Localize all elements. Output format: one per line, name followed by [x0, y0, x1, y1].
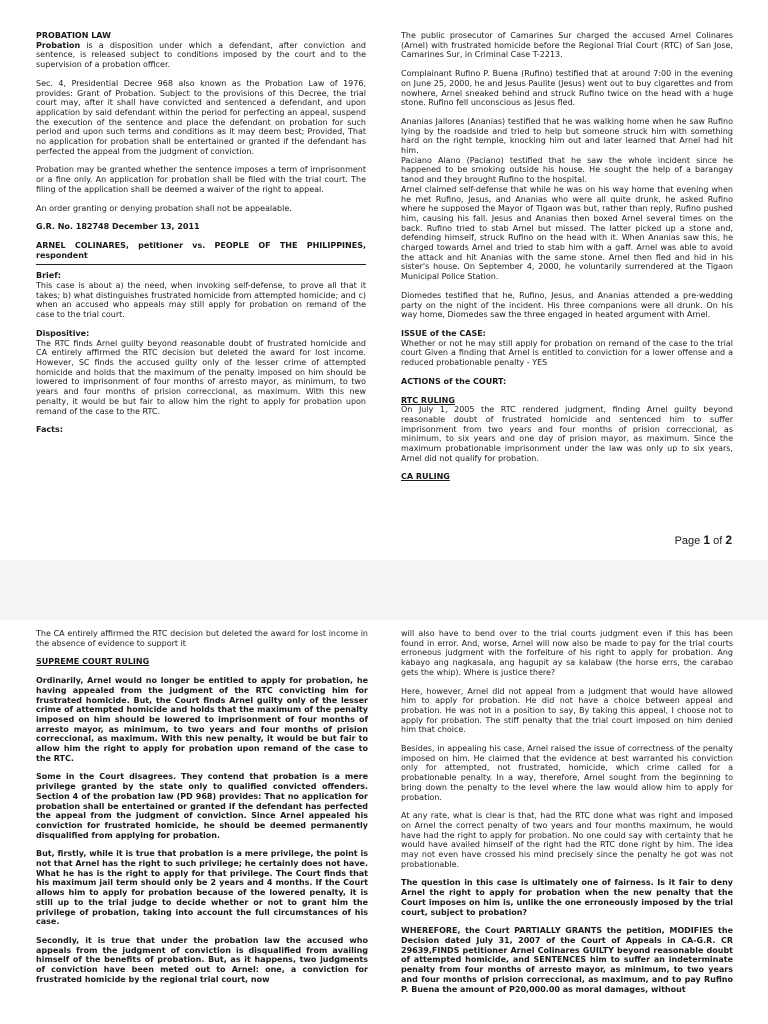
- sc-paragraph-4: Secondly, it is true that under the probation law the accused who appeals from the judgment of conviction is disqualified from availing himself of the benefits of probation. But, as it happens, two judgments of conviction have been meted out to Arnel: one, a conviction for frustrated homicide by the regional trial court, now: [36, 935, 368, 984]
- gr-number: G.R. No. 182748 December 13, 2011: [36, 222, 200, 232]
- supreme-court-ruling-label: SUPREME COURT RULING: [36, 657, 150, 667]
- brief-text: This case is about a) the need, when invoking self-defense, to prove all that it takes; b) what distinguishes frustrated homicide from attempted homicide; and c) when an accused who appeals may still apply for probation on remand of the case to the trial court.: [36, 281, 366, 320]
- right-paragraph-4: At any rate, what is clear is that, had the RTC done what was right and imposed on Arnel the correct penalty of two years and four months maximum, he would have had the right to apply for probation. No one could say with certainty that he would have availed himself of the right had the RTC done right by him. The idea may not even have crossed his mind precisely since the penalty he got was not probationable.: [401, 811, 733, 869]
- right-paragraph-2: Here, however, Arnel did not appeal from a judgment that would have allowed him to apply for probation. He did not have a choice between appeal and probation. He was not in a position to say, By taking this appeal, I choose not to apply for probation. The stiff penalty that the trial court imposed on him denied him that choice.: [401, 686, 733, 735]
- page-of: of: [710, 535, 726, 547]
- page-number: [675, 533, 732, 547]
- brief-label: Brief:: [36, 271, 61, 281]
- facts-paragraph-1: The public prosecutor of Camarines Sur charged the accused Arnel Colinares (Arnel) with frustrated homicide before the Regional Trial Court (RTC) of San Jose, Camarines Sur, in Criminal Case T-2213.: [401, 31, 733, 60]
- divider: [36, 264, 366, 265]
- page-1-right-column: [401, 31, 733, 491]
- facts-paragraph-3: Ananias Jallores (Ananias) testified that he was walking home when he saw Rufino lying by the roadside and tried to help but someone struck him with something hard on the right temple, knocking him out and later learned that Arnel had hit him.: [401, 116, 733, 156]
- page-2-left-column: [36, 629, 368, 994]
- page-current: 1: [703, 533, 711, 547]
- right-paragraph-3: Besides, in appealing his case, Arnel raised the issue of correctness of the penalty imposed on him. He claimed that the evidence at best warranted his conviction only for attempted, not frustrated, homicide, which crime called for a probationable penalty. In a way, therefore, Arnel sought from the beginning to bring down the penalty to the level where the law would allow him to apply for probation.: [401, 744, 733, 802]
- page-total: 2: [725, 533, 732, 547]
- sec4-paragraph: Sec. 4, Presidential Decree 968 also known as the Probation Law of 1976, provides: Grant of Probation. Subject to the provisions of this Decree, the trial court may, after it shall have convicted and sentenced a defendant, and upon application by said defendant within the period for perfecting an appeal, suspend the execution of the sentence and place the defendant on probation for such period and upon such terms and conditions as it may deem best; Provided, That no application for probation shall be entertained or granted if the defendant has perfected the appeal from the judgment of conviction.: [36, 78, 366, 156]
- probation-term: Probation: [36, 40, 81, 50]
- sc-paragraph-2: Some in the Court disagrees. They contend that probation is a mere privilege granted by the state only to qualified convicted offenders. Section 4 of the probation law (PD 968) provides: That no application for probation shall be entertained or granted if the defendant has perfected the appeal from the judgment of conviction. Since Arnel appealed his conviction for frustrated homicide, he should be deemed permanently disqualified from applying for probation.: [36, 772, 368, 840]
- right-paragraph-1: will also have to bend over to the trial courts judgment even if this has been found in error. And, worse, Arnel will now also be made to pay for the trial courts erroneous judgment with the forfeiture of his right to apply for probation. Ang kabayo ang nagkasala, ang hagupit ay sa kalabaw (the horse errs, the carabao gets the whip). Where is justice there?: [401, 629, 733, 677]
- probation-definition-text: is a disposition under which a defendant, after conviction and sentence, is released subject to conditions imposed by the court and to the supervision of a probation officer.: [36, 40, 366, 70]
- facts-label: Facts:: [36, 425, 63, 435]
- rtc-ruling-text: On July 1, 2005 the RTC rendered judgment, finding Arnel guilty beyond reasonable doubt of frustrated homicide and sentenced him to suffer imprisonment from two years and four months of prision correccional, as minimum, to six years and one day of prision mayor, as maximum. Since the maximum probationable imprisonment under the law was only up to six years, Arnel did not qualify for probation.: [401, 405, 733, 463]
- page-prefix: Page: [674, 535, 704, 547]
- page-separator: [0, 560, 768, 620]
- facts-paragraph-6: Diomedes testified that he, Rufino, Jesus, and Ananias attended a pre-wedding party on the night of the incident. His three companions were all drunk. On his way home, Diomedes saw the three engaged in heated argument with Arnel.: [401, 290, 733, 320]
- sc-paragraph-3: But, firstly, while it is true that probation is a mere privilege, the point is not that Arnel has the right to such privilege; he certainly does not have. What he has is the right to apply for that privilege. The Court finds that his maximum jail term should only be 2 years and 4 months. If the Court allows him to apply for probation because of the lowered penalty, it is still up to the trial judge to decide whether or not to grant him the privilege of probation, taking into account the full circumstances of his case.: [36, 849, 368, 927]
- dispositive-label: Dispositive:: [36, 328, 90, 338]
- actions-label: ACTIONS of the COURT:: [401, 376, 507, 386]
- probation-definition: [36, 41, 366, 70]
- fairness-question: The question in this case is ultimately one of fairness. Is it fair to deny Arnel the right to apply for probation when the new penalty that the Court imposes on him is, unlike the one erroneously imposed by the trial court, subject to probation?: [401, 878, 733, 917]
- ca-ruling-label: CA RULING: [401, 472, 450, 482]
- page-2: [0, 620, 768, 1024]
- page-1-left-column: [36, 31, 366, 444]
- issue-label: ISSUE of the CASE:: [401, 328, 486, 338]
- ca-ruling-text: The CA entirely affirmed the RTC decision but deleted the award for lost income in the absence of evidence to support it: [36, 629, 368, 648]
- sc-paragraph-1: Ordinarily, Arnel would no longer be entitled to apply for probation, he having appealed from the judgment of the RTC convicting him for frustrated homicide. But, the Court finds Arnel guilty only of the lesser crime of attempted homicide and holds that the maximum of the penalty imposed on him should be lowered to imprisonment of four months of arresto mayor, as minimum, to two years and four months of prision correccional, as maximum. With this new penalty, it would be but fair to allow him the right to apply for probation upon remand of the case to the RTC.: [36, 676, 368, 763]
- page-2-right-column: [401, 629, 733, 1003]
- facts-paragraph-2: Complainant Rufino P. Buena (Rufino) testified that at around 7:00 in the evening on June 25, 2000, he and Jesus Paulite (Jesus) went out to buy cigarettes and from nowhere, Arnel sneaked behind and struck Rufino twice on the head with a huge stone. Rufino fell unconscious as Jesus fled.: [401, 69, 733, 108]
- facts-paragraph-5: Arnel claimed self-defense that while he was on his way home that evening when he met Rufino, Jesus, and Ananias who were all quite drunk, he asked Rufino where he supposed the Mayor of Tigaon was but, rather than reply, Rufino pushed him, causing his fall. Jesus and Ananias then boxed Arnel several times on the back. Rufino tried to stab Arnel but missed. The latter picked up a stone and, defending himself, struck Rufino on the head with it. When Ananias saw this, he charged towards Arnel and tried to stab him with a gaff. Arnel was able to avoid the attack and hit Ananias with the same stone. Arnel then fled and hid in his sister's house. On September 4, 2000, he voluntarily surrendered at the Tigaon Municipal Police Station.: [401, 184, 733, 282]
- law-title: PROBATION LAW: [36, 31, 111, 40]
- issue-text: Whether or not he may still apply for probation on remand of the case to the trial court Given a finding that Arnel is entitled to conviction for a lower offense and a reduced probationable penalty - YES: [401, 338, 733, 368]
- facts-paragraph-4: Paciano Alano (Paciano) testified that he saw the whole incident since he happened to be smoking outside his house. He sought the help of a barangay tanod and they brought Rufino to the hospital.: [401, 155, 733, 185]
- order-paragraph: An order granting or denying probation shall not be appealable.: [36, 203, 292, 213]
- rtc-ruling-label: RTC RULING: [401, 395, 455, 405]
- wherefore-paragraph: WHEREFORE, the Court PARTIALLY GRANTS the petition, MODIFIES the Decision dated July 31, 2007 of the Court of Appeals in CA-G.R. CR 29639,FINDS petitioner Arnel Colinares GUILTY beyond reasonable doubt of attempted homicide, and SENTENCES him to suffer an indeterminate penalty from four months of arresto mayor, as minimum, to two years and four months of prision correccional, as maximum, and to pay Rufino P. Buena the amount of P20,000.00 as moral damages, without: [401, 926, 733, 994]
- dispositive-text: The RTC finds Arnel guilty beyond reasonable doubt of frustrated homicide and CA entirely affirmed the RTC decision but deleted the award for lost income. However, SC finds the accused guilty only of the lesser crime of attempted homicide and holds that the maximum of the penalty imposed on him should be lowered to imprisonment of four months of arresto mayor, as minimum, to two years and four months of prision correccional, as maximum. With this new penalty, it would be but fair to allow him the right to apply for probation upon remand of the case to the RTC.: [36, 338, 366, 416]
- case-title: ARNEL COLINARES, petitioner vs. PEOPLE OF THE PHILIPPINES, respondent: [36, 240, 366, 260]
- grant-paragraph: Probation may be granted whether the sentence imposes a term of imprisonment or a fine only. An application for probation shall be filed with the trial court. The filing of the application shall be deemed a waiver of the right to appeal.: [36, 165, 366, 194]
